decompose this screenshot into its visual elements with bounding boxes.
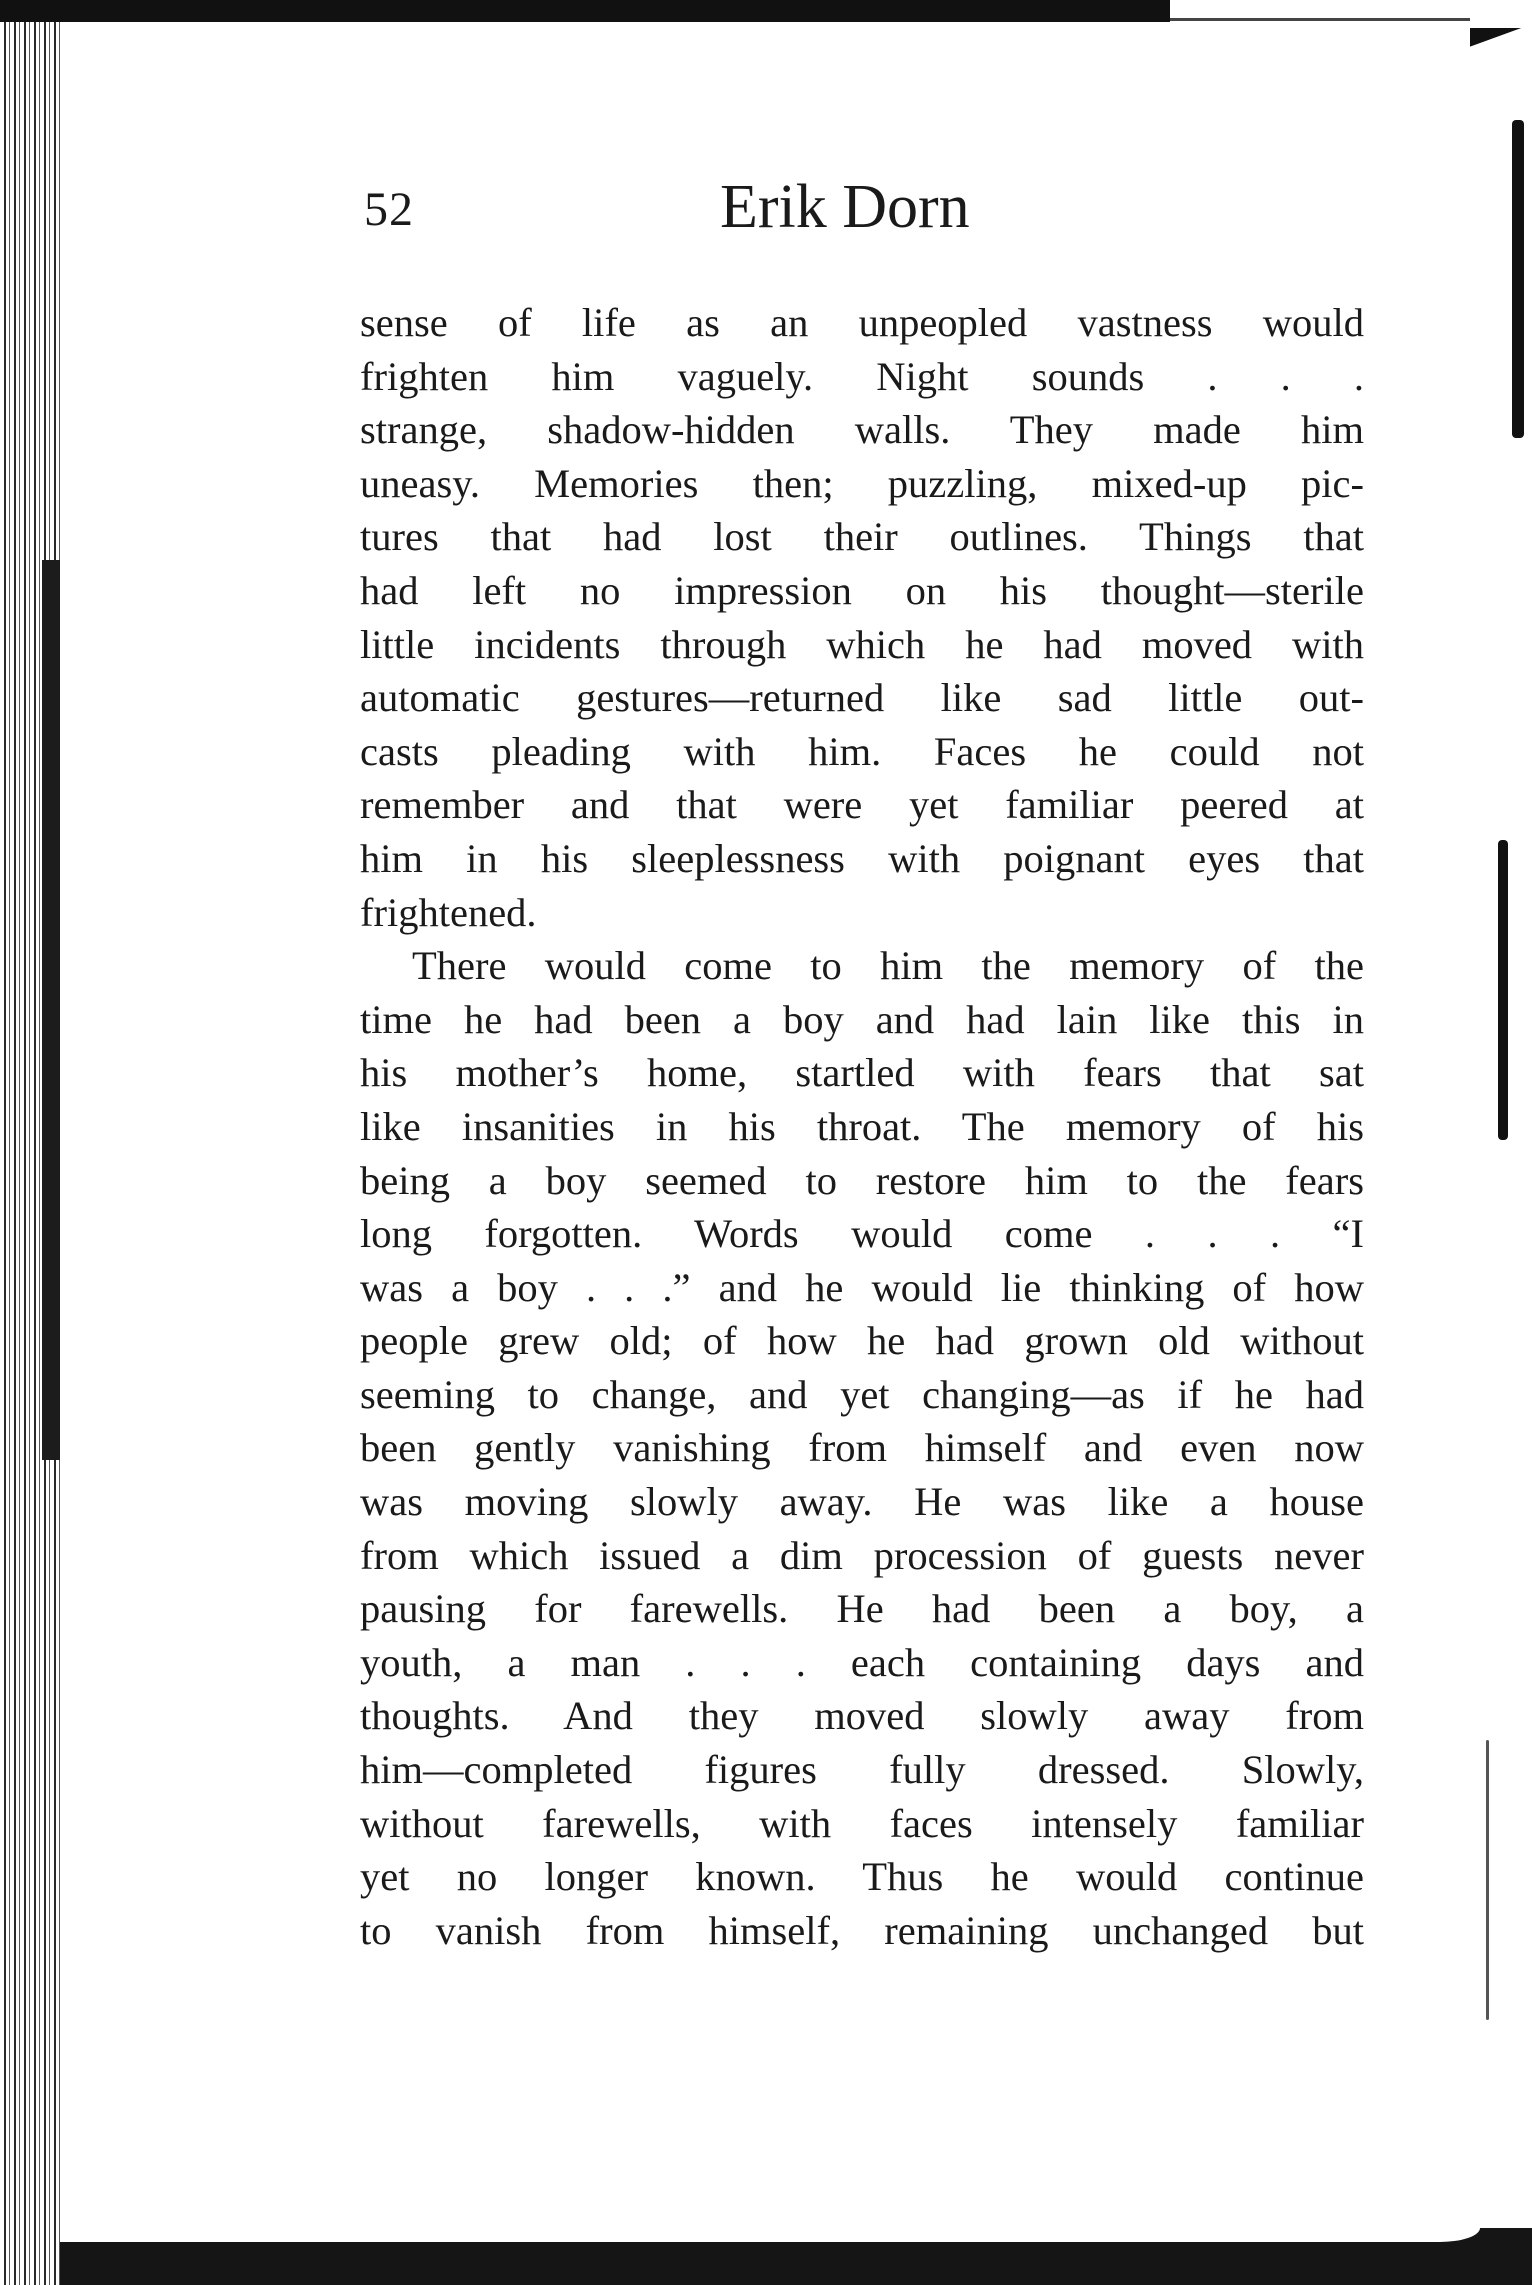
book-spine-edge — [0, 0, 72, 2285]
text-line: remember and that were yet familiar peered at — [360, 782, 1364, 828]
text-line: frighten him vaguely. Night sounds . . . — [360, 353, 1364, 399]
right-edge-mark — [1486, 1740, 1489, 2020]
page-bottom-margin — [60, 2228, 1480, 2242]
text-line: him—completed figures fully dressed. Slowly, — [360, 1747, 1364, 1793]
text-line: pausing for farewells. He had been a boy, a — [360, 1586, 1364, 1632]
paragraph — [360, 296, 1364, 939]
text-line: people grew old; of how he had grown old without — [360, 1318, 1364, 1364]
scan-top-edge-thin — [1170, 18, 1470, 21]
text-line: strange, shadow-hidden walls. They made him — [360, 407, 1364, 453]
scan-top-corner — [1470, 28, 1532, 58]
text-line: frightened. — [360, 889, 537, 935]
text-line: was moving slowly away. He was like a house — [360, 1479, 1364, 1525]
text-line: from which issued a dim procession of guests never — [360, 1532, 1364, 1578]
scan-top-edge — [0, 0, 1170, 22]
right-edge-mark — [1512, 120, 1524, 438]
text-line: him in his sleeplessness with poignant eyes that — [360, 835, 1364, 881]
text-line: being a boy seemed to restore him to the fears — [360, 1157, 1364, 1203]
book-spine-shadow — [42, 560, 60, 1460]
text-line: time he had been a boy and had lain like this in — [360, 996, 1364, 1042]
text-line: to vanish from himself, remaining unchanged but — [360, 1907, 1364, 1953]
text-line: uneasy. Memories then; puzzling, mixed-up pic- — [360, 460, 1364, 506]
text-line: seeming to change, and yet changing—as if he had — [360, 1371, 1364, 1417]
text-line: thoughts. And they moved slowly away from — [360, 1693, 1364, 1739]
page-number: 52 — [364, 183, 414, 236]
running-title: Erik Dorn — [720, 173, 970, 241]
text-line: his mother’s home, startled with fears that sat — [360, 1050, 1364, 1096]
text-line: like insanities in his throat. The memory of his — [360, 1103, 1364, 1149]
text-line: automatic gestures—returned like sad little out- — [360, 675, 1364, 721]
text-line: yet no longer known. Thus he would continue — [360, 1854, 1364, 1900]
body-text — [360, 296, 1364, 1957]
text-line: had left no impression on his thought—sterile — [360, 567, 1364, 613]
text-line: was a boy . . .” and he would lie thinking of how — [360, 1264, 1364, 1310]
text-line: been gently vanishing from himself and even now — [360, 1425, 1364, 1471]
text-line: without farewells, with faces intensely familiar — [360, 1800, 1364, 1846]
text-line: youth, a man . . . each containing days and — [360, 1639, 1364, 1685]
text-line: There would come to him the memory of the — [412, 943, 1364, 989]
text-line: casts pleading with him. Faces he could not — [360, 728, 1364, 774]
page-margin-gap — [64, 0, 72, 2285]
text-line: long forgotten. Words would come . . . “I — [360, 1211, 1364, 1257]
text-line: sense of life as an unpeopled vastness would — [360, 300, 1364, 345]
right-edge-mark — [1498, 840, 1508, 1140]
text-line: tures that had lost their outlines. Things that — [360, 514, 1364, 560]
paragraph — [360, 939, 1364, 1957]
text-line: little incidents through which he had moved with — [360, 621, 1364, 667]
